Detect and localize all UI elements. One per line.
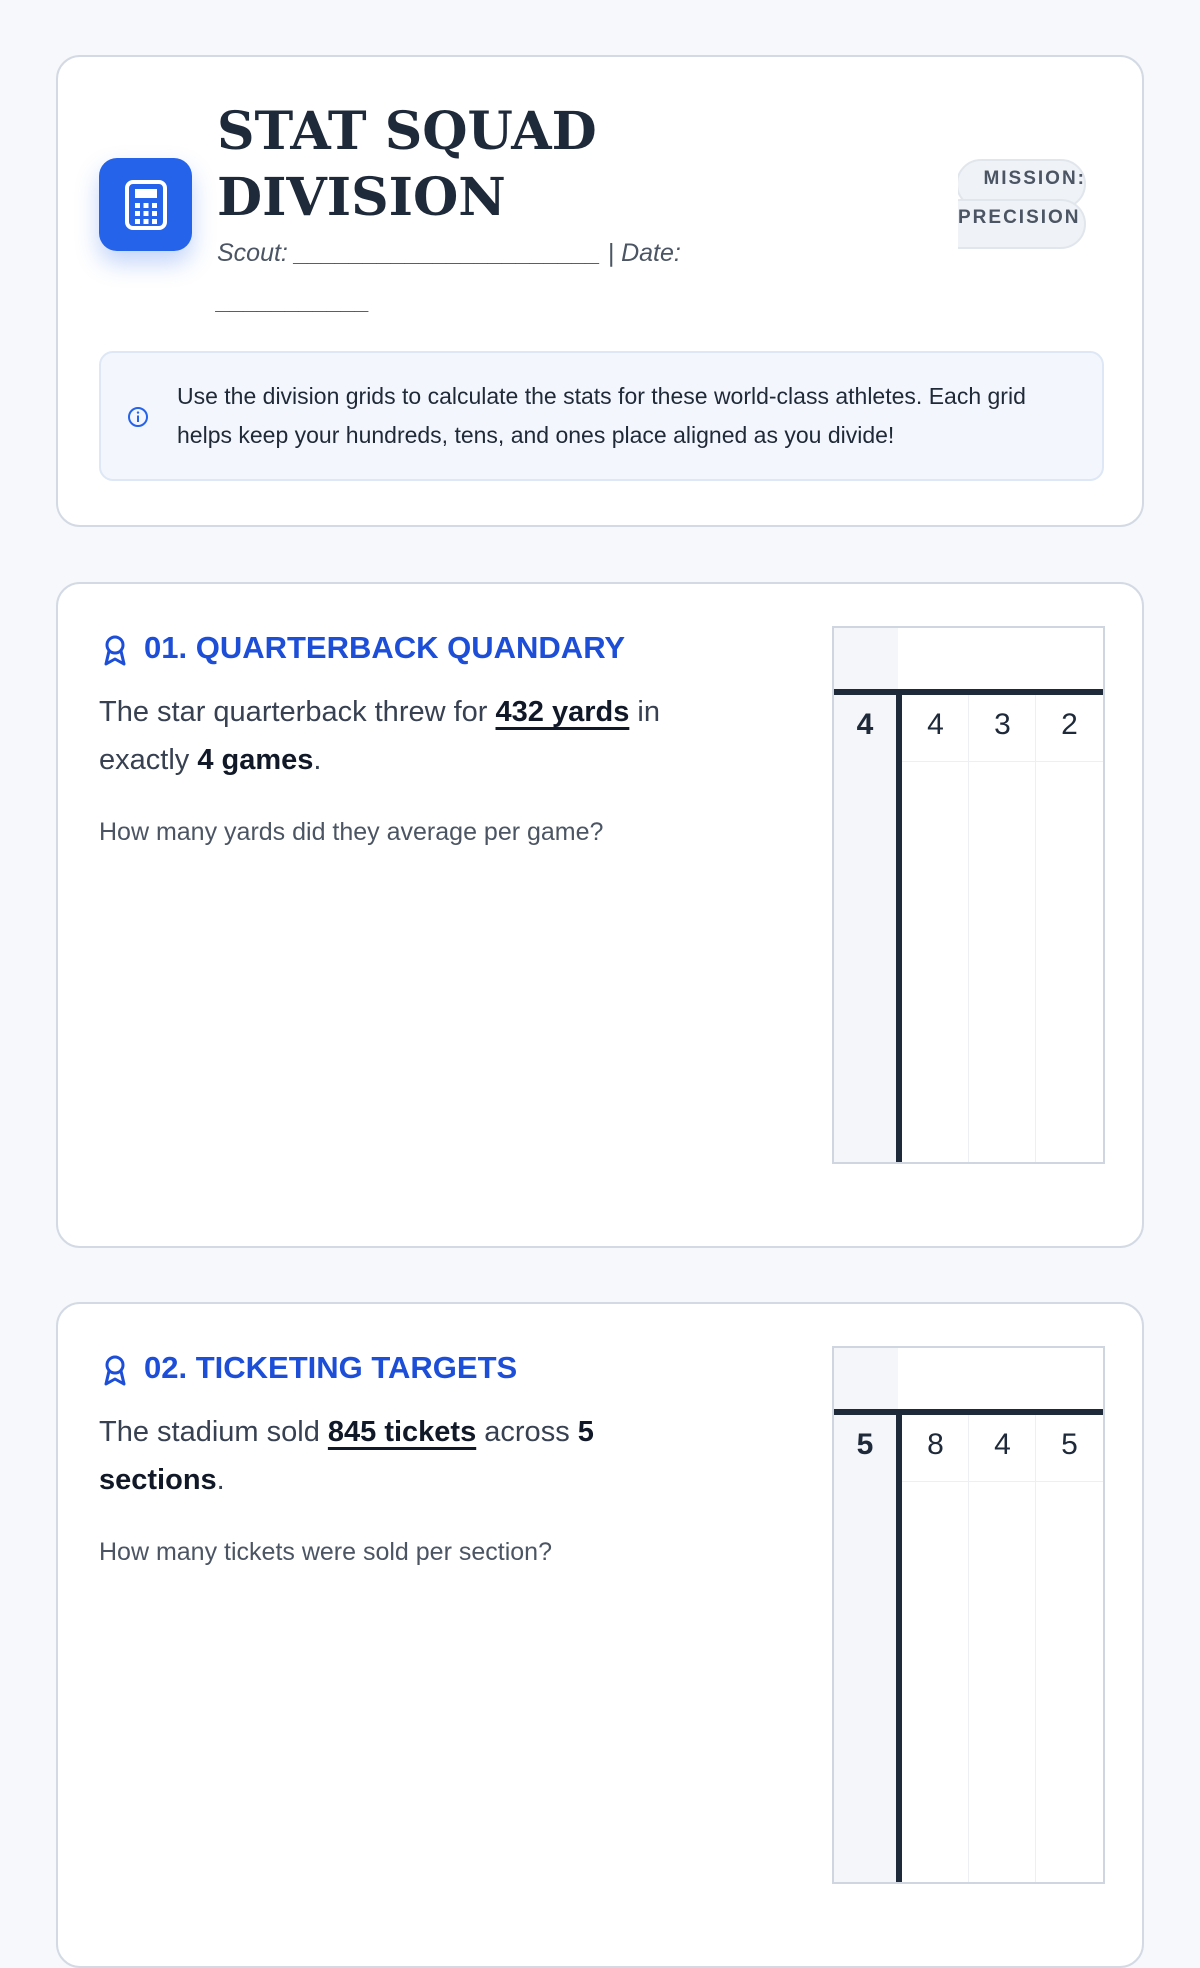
divisor-cell: 4 — [856, 708, 874, 741]
instructions-text: Use the division grids to calculate the stats for these world-class athletes. Each grid helps keep your hundreds, tens, and ones place aligned as you divide! — [177, 383, 1026, 448]
division-grid[interactable] — [832, 1346, 1105, 1884]
calculator-icon — [99, 158, 192, 251]
highlight-value: 845 tickets — [327, 1416, 477, 1448]
problem-text: The stadium sold 845 tickets across 5 sections. — [99, 1416, 594, 1496]
mission-label: MISSION: — [983, 168, 1086, 189]
dividend-hundreds: 4 — [927, 708, 944, 741]
problem-title: 01. QUARTERBACK QUANDARY — [144, 630, 626, 665]
dividend-tens: 3 — [994, 708, 1011, 741]
mission-value: PRECISION — [958, 207, 1081, 228]
bold-value: 5 sections — [99, 1416, 594, 1496]
problem-question: How many tickets were sold per section? — [99, 1538, 552, 1566]
info-circle-icon — [127, 406, 149, 428]
highlight-value: 432 yards — [495, 696, 630, 728]
problem-title: 02. TICKETING TARGETS — [144, 1350, 518, 1385]
scout-date-line: Scout: ______________________ | Date: ___________ — [217, 239, 681, 315]
dividend-ones: 5 — [1061, 1428, 1078, 1461]
problem-card — [56, 582, 1144, 1248]
award-ribbon-icon — [102, 1354, 128, 1386]
bold-value: 4 games — [197, 744, 314, 776]
header-card — [56, 55, 1144, 527]
dividend-hundreds: 8 — [927, 1428, 944, 1461]
problem-card — [56, 1302, 1144, 1968]
award-ribbon-icon — [102, 634, 128, 666]
problem-question: How many yards did they average per game? — [99, 818, 604, 846]
divisor-cell: 5 — [856, 1428, 874, 1461]
instructions-box — [99, 351, 1104, 481]
division-grid[interactable] — [832, 626, 1105, 1164]
dividend-ones: 2 — [1061, 708, 1078, 741]
mission-badge — [958, 159, 1086, 251]
dividend-tens: 4 — [994, 1428, 1011, 1461]
problem-text: The star quarterback threw for 432 yards in exactly 4 games. — [99, 696, 660, 776]
page-title: STAT SQUAD DIVISION — [217, 101, 597, 228]
